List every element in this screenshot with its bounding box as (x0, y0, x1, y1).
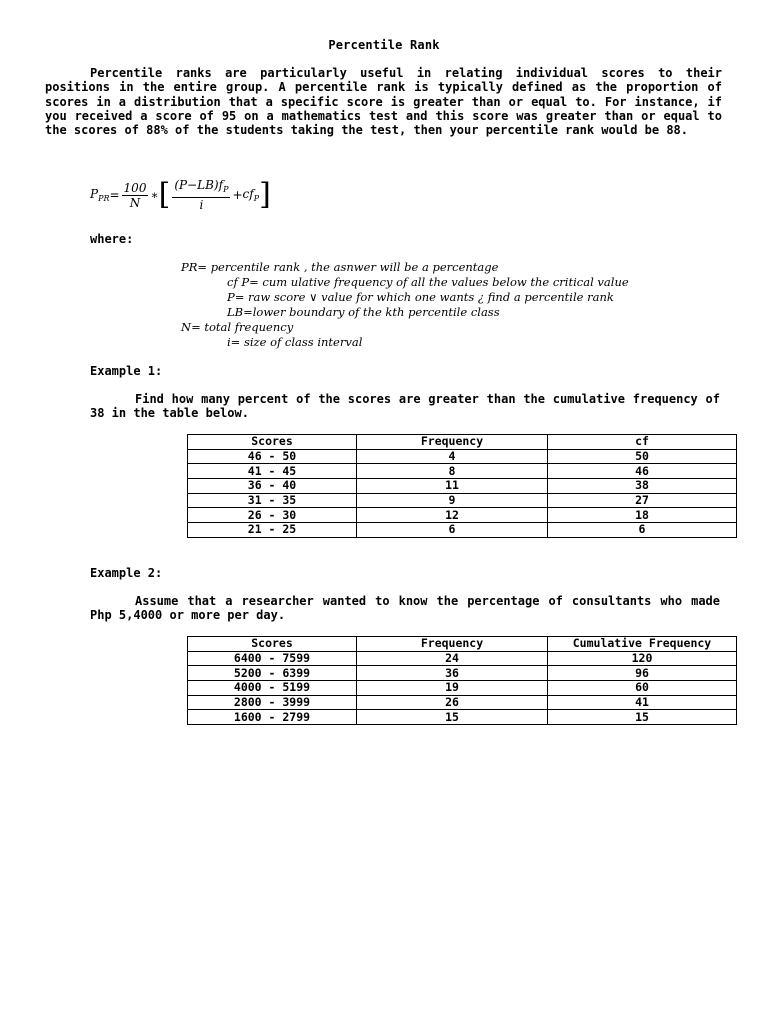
table-cell: 27 (548, 493, 737, 508)
table-cell: 26 - 30 (188, 508, 357, 523)
table-row (188, 651, 737, 666)
table-header-row (188, 637, 737, 652)
formula-bracket-close: ] (259, 177, 271, 212)
table-cell: 12 (357, 508, 548, 523)
definition-p: P= raw score ∨ value for which one wants ¿ find a percentile rank (227, 290, 614, 304)
formula-lhs: $P_{PR}$ (90, 187, 110, 203)
definition-pr: PR= percentile rank , the asnwer will be a percentage (181, 260, 499, 274)
table-cell: 36 - 40 (188, 479, 357, 494)
table-cell: 15 (357, 710, 548, 725)
formula-times: ∗ (150, 188, 159, 202)
table-cell: 96 (548, 666, 737, 681)
table-row (188, 666, 737, 681)
table-row (188, 464, 737, 479)
definition-i: i= size of class interval (227, 335, 363, 349)
formula-equals: = (109, 188, 120, 202)
formula-bracket-open: [ (158, 177, 171, 212)
table-row (188, 523, 737, 538)
table-cell: 4000 - 5199 (188, 681, 357, 696)
page-title: Percentile Rank (328, 38, 440, 52)
table-cell: 9 (357, 493, 548, 508)
where-label: where: (90, 232, 134, 246)
table-cell: 41 - 45 (188, 464, 357, 479)
table-header-row (188, 435, 737, 450)
table-row (188, 695, 737, 710)
definition-cfp: cf P= cum ulative frequency of all the values below the critical value (227, 275, 629, 289)
table-cell: 26 (357, 695, 548, 710)
example2-text: Assume that a researcher wanted to know the percentage of consultants who made Php 5,4000 or more per day. (90, 594, 720, 623)
table-cell: 4 (357, 449, 548, 464)
percentile-rank-formula (90, 178, 271, 212)
table-cell: 11 (357, 479, 548, 494)
table-cell: 15 (548, 710, 737, 725)
example2-table (187, 636, 737, 725)
table-cell: 36 (357, 666, 548, 681)
table-row (188, 681, 737, 696)
header-cf: cf (548, 435, 737, 450)
table-cell: 46 - 50 (188, 449, 357, 464)
table-cell: 31 - 35 (188, 493, 357, 508)
table-cell: 60 (548, 681, 737, 696)
table-cell: 1600 - 2799 (188, 710, 357, 725)
table-cell: 120 (548, 651, 737, 666)
header-cumulative-frequency: Cumulative Frequency (548, 637, 737, 652)
definition-n: N= total frequency (181, 320, 294, 334)
example1-text: Find how many percent of the scores are greater than the cumulative frequency of 38 in the table below. (90, 392, 720, 421)
formula-cf: $cf_P$ (242, 187, 260, 203)
example1-table (187, 434, 737, 538)
formula-fraction-100-n: $\frac{100}{N}$ (123, 180, 147, 210)
table-cell: 6400 - 7599 (188, 651, 357, 666)
example1-label: Example 1: (90, 364, 163, 378)
header-scores: Scores (188, 637, 357, 652)
header-scores: Scores (188, 435, 357, 450)
table-cell: 8 (357, 464, 548, 479)
table-cell: 6 (548, 523, 737, 538)
table-cell: 2800 - 3999 (188, 695, 357, 710)
table-cell: 46 (548, 464, 737, 479)
table-cell: 41 (548, 695, 737, 710)
table-row (188, 449, 737, 464)
example2-label: Example 2: (90, 566, 163, 580)
formula-fraction-main: $\frac{(P-LB)f_P}{i}$ (174, 178, 229, 212)
table-cell: 5200 - 6399 (188, 666, 357, 681)
intro-paragraph: Percentile ranks are particularly useful in relating individual scores to their positions in the entire group. A percentile rank is typically defined as the proportion of scores in a distribution that a specific score is greater than or equal to. For instance, if you received a score of 95 on a mathematics test and this score was greater than or equal to the scores of 88% of the students taking the test, then your percentile rank would be 88. (45, 66, 722, 138)
table-row (188, 508, 737, 523)
table-cell: 18 (548, 508, 737, 523)
header-frequency: Frequency (357, 637, 548, 652)
table-row (188, 479, 737, 494)
table-cell: 19 (357, 681, 548, 696)
formula-plus: + (232, 188, 243, 202)
table-cell: 38 (548, 479, 737, 494)
definition-lb: LB=lower boundary of the kth percentile class (227, 305, 500, 319)
table-cell: 50 (548, 449, 737, 464)
table-cell: 21 - 25 (188, 523, 357, 538)
table-cell: 24 (357, 651, 548, 666)
table-row (188, 493, 737, 508)
header-frequency: Frequency (357, 435, 548, 450)
table-cell: 6 (357, 523, 548, 538)
table-row (188, 710, 737, 725)
